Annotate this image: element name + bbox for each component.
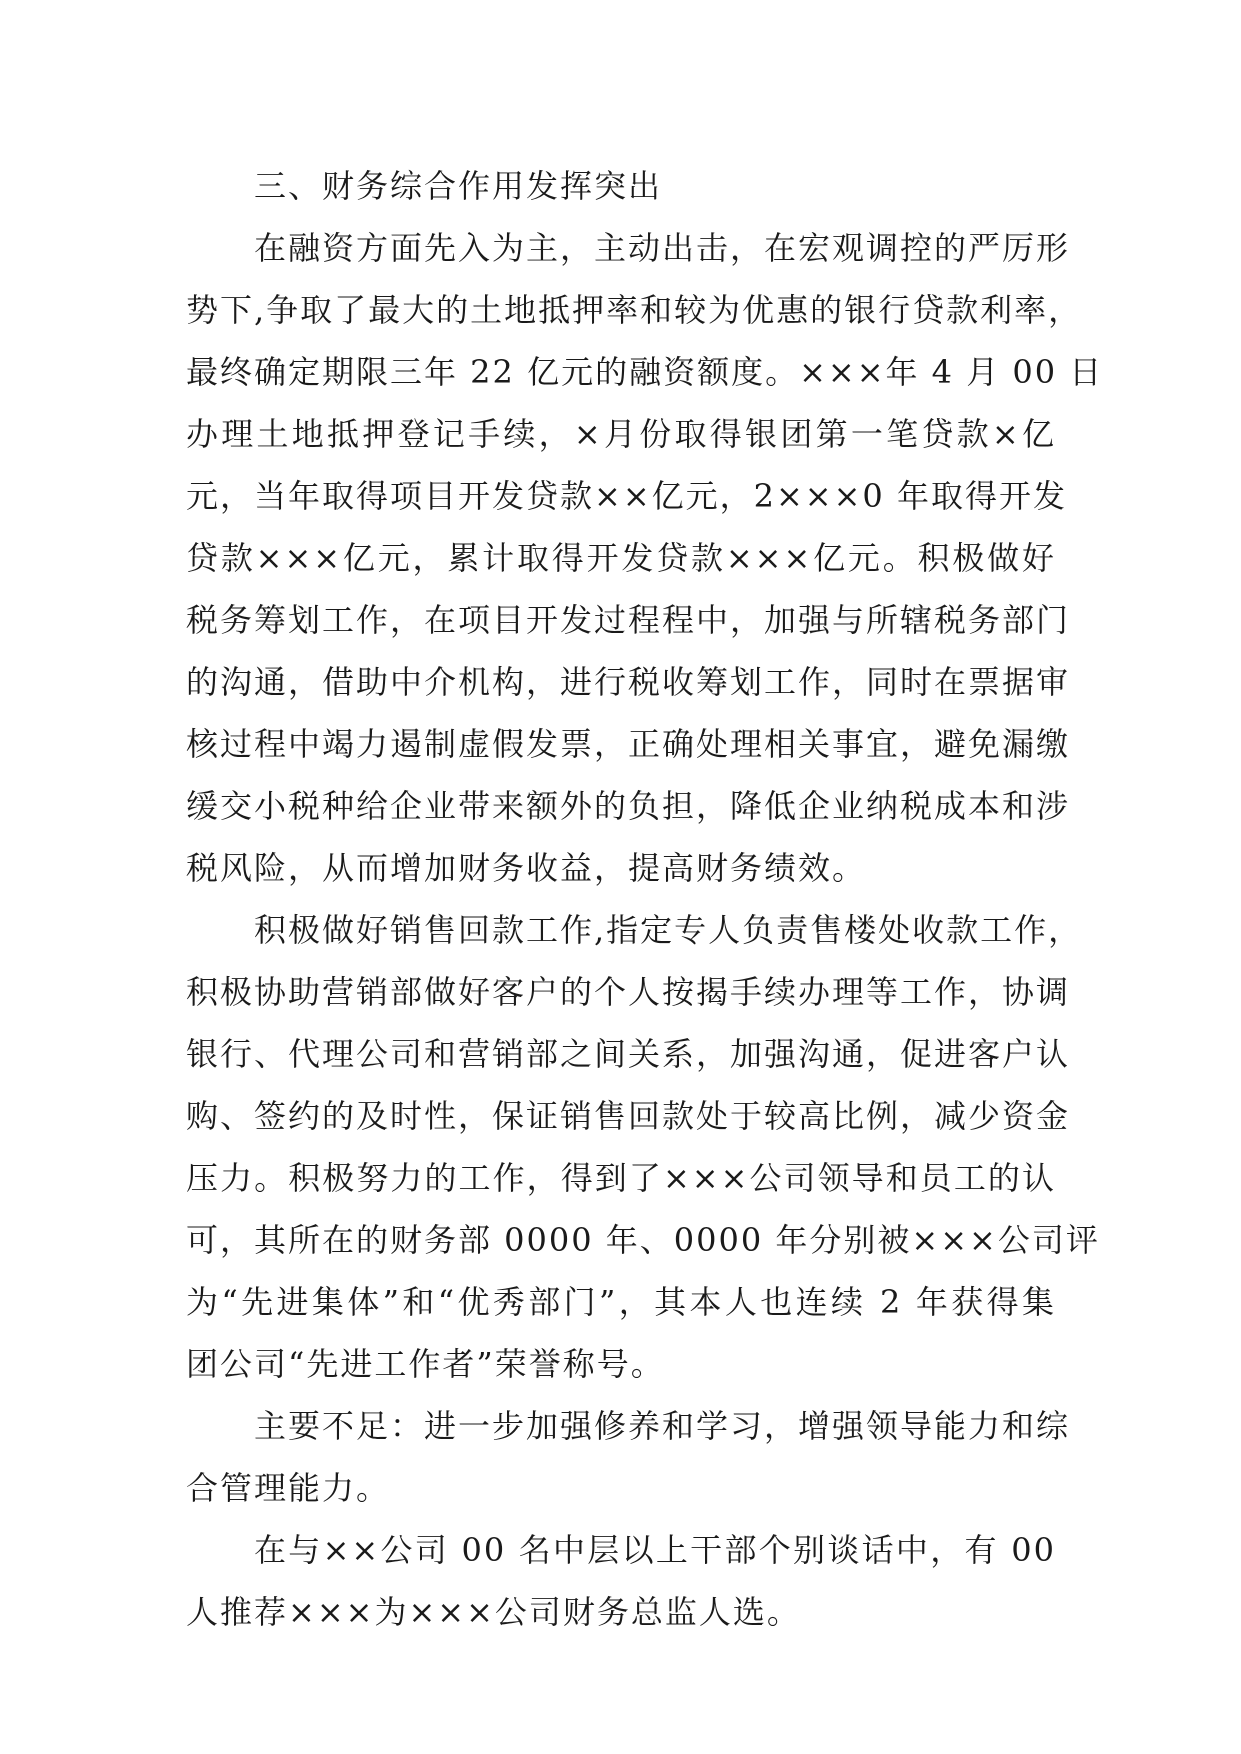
paragraph-shortcomings — [186, 1395, 1071, 1519]
text-line: 最终确定期限三年 22 亿元的融资额度。×××年 4 月 00 日 — [186, 353, 1104, 391]
text-line: 人推荐×××为×××公司财务总监人选。 — [186, 1593, 801, 1631]
text-line: 银行、代理公司和营销部之间关系，加强沟通，促进客户认 — [186, 1035, 1071, 1073]
paragraph-financing — [186, 217, 1104, 899]
text-line: 在融资方面先入为主，主动出击，在宏观调控的严厉形 — [254, 229, 1071, 267]
text-line: 贷款×××亿元，累计取得开发贷款×××亿元。积极做好 — [186, 539, 1056, 577]
text-line: 合管理能力。 — [186, 1469, 391, 1507]
heading-text: 三、财务综合作用发挥突出 — [254, 167, 663, 205]
paragraph-sales-collection — [186, 899, 1100, 1395]
text-line: 势下,争取了最大的土地抵押率和较为优惠的银行贷款利率， — [186, 291, 1083, 329]
section-heading — [186, 155, 1056, 217]
text-line: 积极做好销售回款工作,指定专人负责售楼处收款工作， — [254, 911, 1083, 949]
text-line: 核过程中竭力遏制虚假发票，正确处理相关事宜，避免漏缴 — [186, 725, 1071, 763]
text-line: 税风险，从而增加财务收益，提高财务绩效。 — [186, 849, 867, 887]
text-line: 在与××公司 00 名中层以上干部个别谈话中，有 00 — [254, 1531, 1056, 1569]
text-line: 元，当年取得项目开发贷款××亿元，2×××0 年取得开发 — [186, 477, 1067, 515]
text-line: 的沟通，借助中介机构，进行税收筹划工作，同时在票据审 — [186, 663, 1071, 701]
text-line: 缓交小税种给企业带来额外的负担，降低企业纳税成本和涉 — [186, 787, 1071, 825]
text-line: 可，其所在的财务部 0000 年、0000 年分别被×××公司评 — [186, 1221, 1100, 1259]
text-line: 团公司“先进工作者”荣誉称号。 — [186, 1345, 665, 1383]
paragraph-recommendation — [186, 1519, 1056, 1643]
document-body — [186, 155, 1104, 1643]
text-line: 办理土地抵押登记手续，×月份取得银团第一笔贷款×亿 — [186, 415, 1056, 453]
text-line: 压力。积极努力的工作，得到了×××公司领导和员工的认 — [186, 1159, 1056, 1197]
text-line: 为“先进集体”和“优秀部门”，其本人也连续 2 年获得集 — [186, 1283, 1056, 1321]
text-line: 购、签约的及时性，保证销售回款处于较高比例，减少资金 — [186, 1097, 1071, 1135]
text-line: 主要不足：进一步加强修养和学习，增强领导能力和综 — [254, 1407, 1071, 1445]
text-line: 税务筹划工作，在项目开发过程程中，加强与所辖税务部门 — [186, 601, 1071, 639]
text-line: 积极协助营销部做好客户的个人按揭手续办理等工作，协调 — [186, 973, 1071, 1011]
